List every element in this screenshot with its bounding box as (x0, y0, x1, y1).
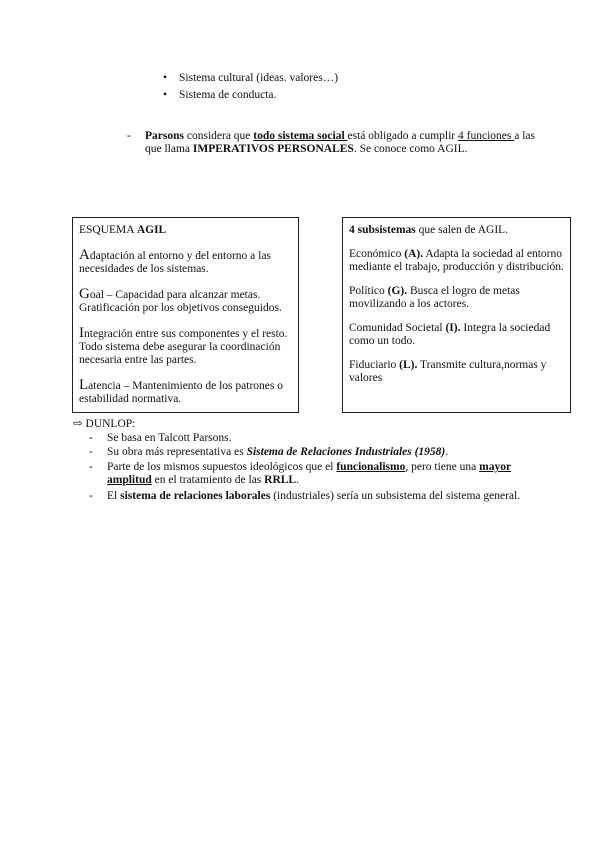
subsystem-item (349, 248, 564, 274)
list-dash: - (89, 446, 93, 458)
book-title: Sistema de Relaciones Industriales (1958) (246, 446, 446, 458)
subsystems-box (342, 217, 571, 413)
item-text: ntegración entre sus componentes y el resto. Todo sistema debe asegurar la coordinación necesaria entre las partes. (79, 328, 288, 366)
item-text: daptación al entorno y del entorno a las necesidades de los sistemas. (79, 250, 271, 275)
subsystem-name: Comunidad Societal (349, 322, 446, 334)
subsystem-code: (L). (399, 359, 418, 371)
bullet-item (163, 89, 276, 102)
bold-term: RRLL (264, 474, 297, 486)
subsystem-item (349, 359, 564, 385)
subsystem-desc: Integra la sociedad como un todo. (349, 322, 551, 347)
bullet-text: Sistema de conducta. (179, 89, 277, 101)
bold-term: IMPERATIVOS PERSONALES (192, 143, 354, 155)
subsystem-code: (G). (387, 285, 408, 297)
agil-item (79, 327, 292, 367)
text-run: . Se conoce como AGIL. (353, 143, 468, 155)
underlined-term: mayor amplitud (107, 461, 512, 486)
bullet-item (163, 72, 338, 85)
text-run: (industriales) sería un subsistema del sistema general. (270, 490, 521, 502)
text-run: Su obra más representativa es (107, 446, 247, 458)
text-run: está obligado a cumplir (347, 130, 459, 142)
text-run: , pero tiene una (405, 461, 480, 473)
agil-scheme-box (72, 217, 299, 413)
subsystem-name: Fiduciario (349, 359, 400, 371)
subsystem-item (349, 285, 564, 311)
agil-item (79, 288, 292, 315)
bullet-dot: • (163, 72, 168, 84)
parsons-text (145, 130, 540, 156)
subsystem-desc: Busca el logro de metas movilizando a los actores. (349, 285, 520, 310)
bold-term: 4 subsistemas (349, 224, 416, 236)
text-run: . (445, 446, 449, 458)
item-initial: G (79, 286, 90, 302)
subsystem-item (349, 322, 564, 348)
box-title (79, 224, 292, 237)
bullet-dot: • (163, 89, 168, 101)
item-text: oal – Capacidad para alcanzar metas. Gratificación por los objetivos conseguidos. (79, 289, 282, 314)
list-dash: - (89, 461, 93, 473)
item-text: atencia – Mantenimiento de los patrones o estabilidad normativa. (79, 380, 283, 405)
list-dash: - (89, 432, 93, 444)
item-initial: I (79, 325, 84, 341)
agil-item (79, 249, 292, 276)
subsystem-name: Económico (349, 248, 405, 260)
bullet-text: Sistema cultural (ideas. valores…) (179, 72, 339, 84)
underlined-term: todo sistema social (253, 130, 348, 142)
bold-term: AGIL (136, 224, 167, 236)
box-title (349, 224, 564, 237)
list-text: Se basa en Talcott Parsons. (107, 432, 232, 444)
text-run: en el tratamiento de las (151, 474, 265, 486)
agil-item (79, 379, 292, 406)
parsons-name: Parsons (145, 130, 184, 142)
text-run: que salen de AGIL. (415, 224, 509, 236)
bold-term: sistema de relaciones laborales (120, 490, 271, 502)
item-initial: A (79, 247, 90, 263)
subsystem-code: (I). (445, 322, 461, 334)
subsystem-code: (A). (404, 248, 424, 260)
subsystem-name: Político (349, 285, 388, 297)
dunlop-heading: ⇨ DUNLOP: (73, 418, 136, 430)
underlined-term: funcionalismo (336, 461, 406, 473)
underlined-term: 4 funciones (458, 130, 515, 142)
text-run: El (107, 490, 121, 502)
list-text (107, 461, 522, 487)
text-run: ESQUEMA (79, 224, 137, 236)
list-dash: - (89, 490, 93, 502)
list-text (107, 446, 522, 459)
list-text (107, 490, 522, 503)
item-initial: L (79, 377, 89, 393)
text-run: . (296, 474, 299, 486)
subsystem-desc: Adapta la sociedad al entorno mediante el trabajo, producción y distribución. (349, 248, 564, 273)
text-run: considera que (183, 130, 254, 142)
list-dash: - (127, 130, 131, 142)
subsystem-desc: Transmite cultura,normas y valores (349, 359, 547, 384)
text-run: Parte de los mismos supuestos ideológicos que el (107, 461, 337, 473)
text-run: a las que llama (145, 130, 535, 155)
